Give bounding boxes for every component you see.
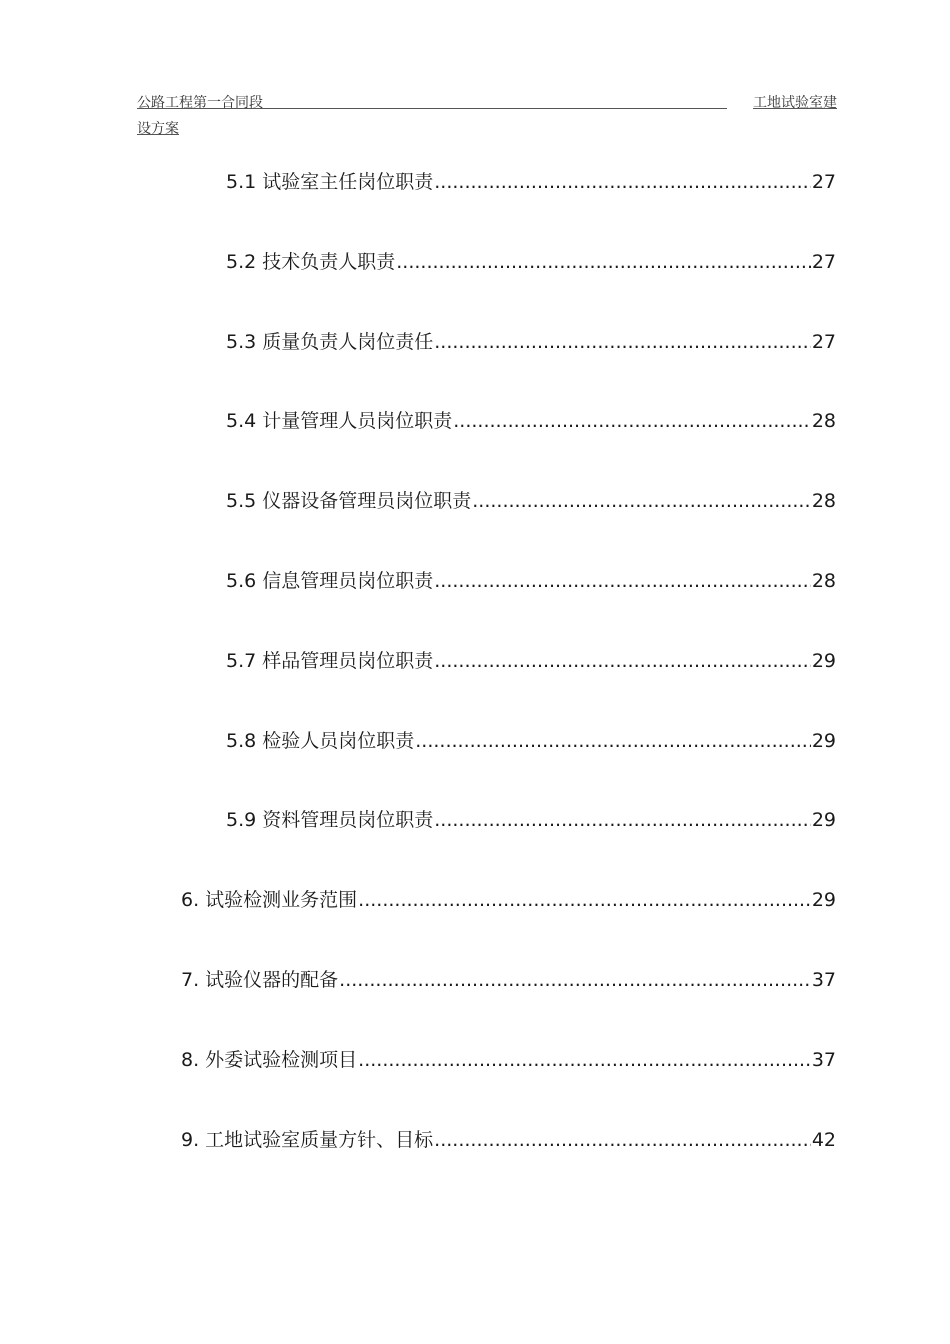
toc-page-number: 42: [811, 1129, 836, 1151]
toc-entry-title: 5.1 试验室主任岗位职责: [226, 171, 434, 193]
toc-entry-title: 5.9 资料管理员岗位职责: [226, 809, 434, 831]
toc-entry[interactable]: [226, 407, 836, 435]
toc-entry-title: 5.7 样品管理员岗位职责: [226, 650, 434, 672]
toc-dot-leader: [396, 248, 811, 276]
header-project-name: 公路工程第一合同段: [137, 95, 263, 111]
toc-dot-leader: [339, 966, 811, 994]
toc-page-number: 27: [811, 171, 836, 193]
toc-entry[interactable]: [181, 886, 836, 914]
toc-dot-leader: [472, 487, 811, 515]
toc-dot-leader: [434, 647, 811, 675]
header-rule: [263, 108, 727, 109]
header-document-title-continued: 设方案: [137, 121, 179, 137]
toc-dot-leader: [434, 806, 811, 834]
toc-entry[interactable]: [181, 1046, 836, 1074]
toc-entry[interactable]: [226, 168, 836, 196]
page-header: [137, 92, 837, 140]
toc-entry[interactable]: [226, 567, 836, 595]
header-line: [137, 92, 837, 114]
toc-dot-leader: [453, 407, 811, 435]
header-document-title: 工地试验室建: [753, 95, 837, 111]
toc-dot-leader: [434, 168, 811, 196]
toc-page-number: 27: [811, 331, 836, 353]
toc-entry[interactable]: [226, 328, 836, 356]
toc-dot-leader: [434, 1126, 811, 1154]
toc-entry[interactable]: [226, 727, 836, 755]
toc-page-number: 27: [811, 251, 836, 273]
toc-entry-title: 5.4 计量管理人员岗位职责: [226, 410, 453, 432]
toc-entry-title: 5.2 技术负责人职责: [226, 251, 396, 273]
toc-entry-title: 7. 试验仪器的配备: [181, 969, 339, 991]
toc-entry[interactable]: [226, 806, 836, 834]
toc-page-number: 29: [811, 889, 836, 911]
toc-page-number: 28: [811, 410, 836, 432]
toc-entry[interactable]: [181, 1126, 836, 1154]
toc-entry[interactable]: [226, 647, 836, 675]
toc-page-number: 37: [811, 969, 836, 991]
toc-entry-title: 6. 试验检测业务范围: [181, 889, 358, 911]
toc-page-number: 29: [811, 809, 836, 831]
toc-entry[interactable]: [226, 248, 836, 276]
toc-entry-title: 5.8 检验人员岗位职责: [226, 730, 415, 752]
toc-entry-title: 9. 工地试验室质量方针、目标: [181, 1129, 434, 1151]
toc-entry-title: 5.3 质量负责人岗位责任: [226, 331, 434, 353]
toc-dot-leader: [434, 328, 811, 356]
toc-page-number: 37: [811, 1049, 836, 1071]
toc-page-number: 29: [811, 730, 836, 752]
toc-entry[interactable]: [226, 487, 836, 515]
toc-page-number: 28: [811, 490, 836, 512]
toc-entry-title: 5.6 信息管理员岗位职责: [226, 570, 434, 592]
toc-page-number: 28: [811, 570, 836, 592]
toc-dot-leader: [358, 1046, 811, 1074]
toc-entry-title: 8. 外委试验检测项目: [181, 1049, 358, 1071]
toc-entry-title: 5.5 仪器设备管理员岗位职责: [226, 490, 472, 512]
toc-page-number: 29: [811, 650, 836, 672]
toc-dot-leader: [434, 567, 811, 595]
toc-dot-leader: [358, 886, 811, 914]
toc-dot-leader: [415, 727, 811, 755]
toc-entry[interactable]: [181, 966, 836, 994]
